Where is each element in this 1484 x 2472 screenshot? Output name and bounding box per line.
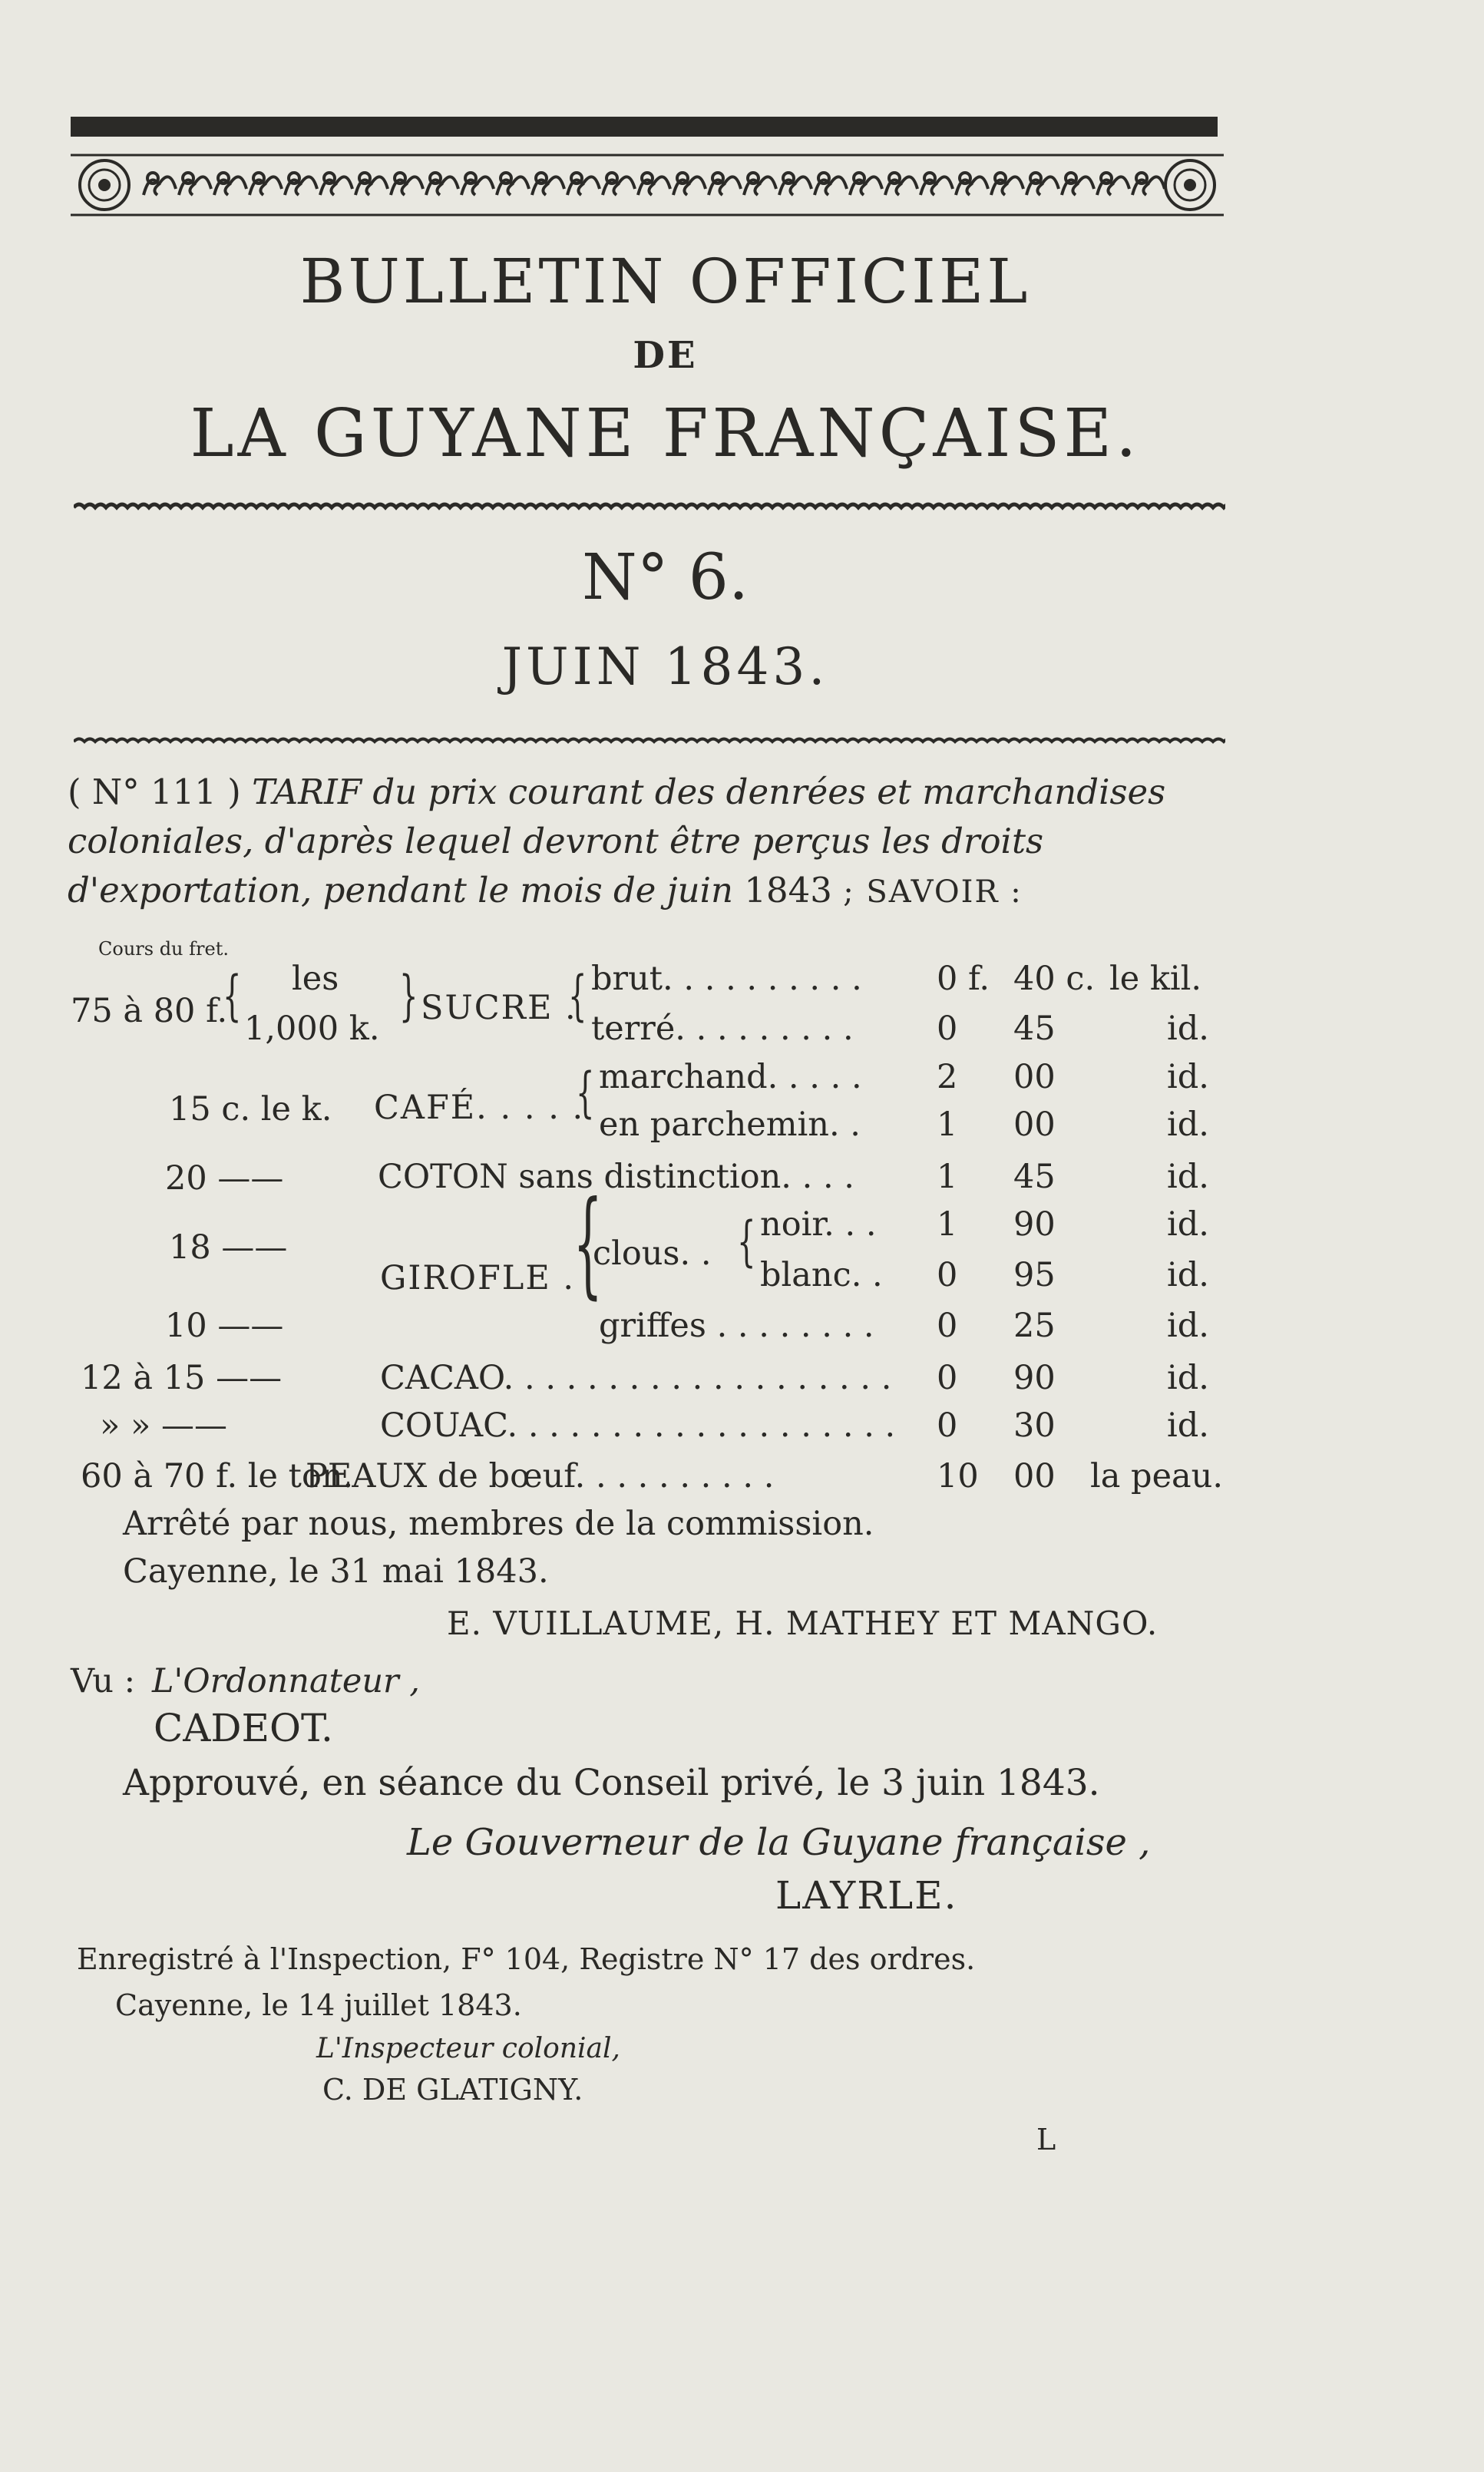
cacao-francs: 0 [937, 1359, 958, 1397]
cacao-freight: 12 à 15 —— [81, 1359, 283, 1397]
approuve-text: Approuvé, en séance du Conseil privé, le 3 juin 1843. [123, 1762, 1100, 1804]
couac-francs: 0 [937, 1406, 958, 1445]
cafe-unit: id. [1167, 1058, 1209, 1096]
coton-francs: 1 [937, 1158, 958, 1196]
girofle-unit: id. [1167, 1205, 1209, 1244]
savoir-label: ; SAVOIR : [843, 874, 1023, 910]
vu-label: Vu : [71, 1662, 136, 1700]
sucre-label: SUCRE . [421, 989, 577, 1027]
bulletin-title-de: DE [633, 334, 698, 377]
gouverneur-title: Le Gouverneur de la Guyane française , [407, 1821, 1151, 1864]
girofle-item-label: blanc. . [760, 1256, 883, 1294]
sucre-unit: id. [1167, 1010, 1209, 1048]
cafe-francs: 2 [937, 1058, 958, 1096]
arrete-text: Arrêté par nous, membres de la commission. [123, 1505, 874, 1543]
commission-signatories: E. VUILLAUME, H. MATHEY ET MANGO. [447, 1604, 1158, 1642]
girofle-francs: 0 [937, 1307, 958, 1345]
sucre-francs: 0 f. [937, 960, 990, 998]
sucre-item-label: terré. . . . . . . . . [591, 1010, 854, 1048]
girofle-centimes: 95 [1013, 1256, 1056, 1294]
cafe-label: CAFÉ. . . . . [374, 1089, 585, 1127]
cafe-freight: 15 c. le k. [169, 1090, 332, 1129]
couac-freight: » » —— [100, 1406, 227, 1445]
girofle-centimes: 25 [1013, 1307, 1056, 1345]
peaux-unit: la peau. [1090, 1457, 1224, 1495]
ordonnateur-title: L'Ordonnateur , [152, 1662, 420, 1700]
clous-label: clous. . [593, 1234, 712, 1273]
header-thick-rule [71, 117, 1218, 137]
sucre-centimes: 40 c. [1013, 960, 1096, 998]
brace-right-close: } [399, 964, 418, 1027]
wavy-rule-bottom [74, 733, 1225, 750]
arrete-place-date: Cayenne, le 31 mai 1843. [123, 1552, 549, 1591]
cafe-unit: id. [1167, 1105, 1209, 1144]
inspecteur-name: C. DE GLATIGNY. [322, 2073, 583, 2107]
sucre-freight-unit-2: 1,000 k. [244, 1010, 380, 1048]
couac-item-label: COUAC. . . . . . . . . . . . . . . . . . . [380, 1406, 896, 1445]
girofle-unit: id. [1167, 1307, 1209, 1345]
sucre-item-label: brut. . . . . . . . . . [591, 960, 862, 998]
girofle-item-label: griffes . . . . . . . . [599, 1307, 874, 1345]
cafe-item-label: en parchemin. . [599, 1105, 861, 1144]
girofle-francs: 1 [937, 1205, 958, 1244]
sucre-freight: 75 à 80 f. [71, 992, 228, 1030]
sucre-brace: { [568, 964, 587, 1027]
cafe-brace: { [576, 1061, 595, 1124]
girofle-brace: { [573, 1177, 603, 1310]
sucre-francs: 0 [937, 1010, 958, 1048]
couac-unit: id. [1167, 1406, 1209, 1445]
gouverneur-name: LAYRLE. [775, 1873, 958, 1918]
sucre-freight-unit-1: les [292, 960, 339, 998]
freight-column-label: Cours du fret. [98, 938, 229, 960]
cacao-item-label: CACAO. . . . . . . . . . . . . . . . . . . [380, 1359, 892, 1397]
coton-centimes: 45 [1013, 1158, 1056, 1196]
sucre-centimes: 45 [1013, 1010, 1056, 1048]
girofle-label: GIROFLE . [380, 1259, 576, 1297]
girofle-freight-10: 10 —— [165, 1307, 284, 1345]
act-number: ( N° 111 ) [68, 772, 241, 812]
coton-freight: 20 —— [165, 1159, 284, 1198]
cafe-centimes: 00 [1013, 1105, 1056, 1144]
girofle-centimes: 90 [1013, 1205, 1056, 1244]
sucre-unit: le kil. [1109, 960, 1202, 998]
wavy-rule-top [74, 499, 1225, 516]
signature-mark: L [1036, 2123, 1056, 2156]
issue-date: JUIN 1843. [501, 637, 829, 696]
ornamental-border [71, 150, 1224, 220]
issue-number: N° 6. [581, 541, 749, 614]
cacao-centimes: 90 [1013, 1359, 1056, 1397]
peaux-francs: 10 [937, 1457, 979, 1495]
coton-label: COTON sans distinction. . . . [378, 1158, 854, 1196]
cafe-item-label: marchand. . . . . [599, 1058, 862, 1096]
enregistre-text: Enregistré à l'Inspection, F° 104, Registre N° 17 des ordres. [77, 1942, 976, 1976]
brace-left-open: { [223, 964, 242, 1027]
clous-brace: { [737, 1210, 756, 1273]
ordonnateur-name: CADEOT. [154, 1706, 333, 1750]
bulletin-title: BULLETIN OFFICIEL [299, 246, 1031, 317]
cafe-centimes: 00 [1013, 1058, 1056, 1096]
peaux-freight: 60 à 70 f. le ton. [81, 1457, 354, 1495]
bulletin-title-guyane: LA GUYANE FRANÇAISE. [190, 395, 1141, 472]
couac-centimes: 30 [1013, 1406, 1056, 1445]
peaux-item-label: PEAUX de bœuf. . . . . . . . . . [306, 1457, 775, 1495]
girofle-unit: id. [1167, 1256, 1209, 1294]
girofle-francs: 0 [937, 1256, 958, 1294]
tarif-description: TARIF du prix courant des denrées et marchandises coloniales, d'après lequel devront être perçus les droits d'exportation, pendant le mois de juin [68, 772, 1166, 910]
peaux-centimes: 00 [1013, 1457, 1056, 1495]
tarif-intro [68, 768, 1234, 917]
girofle-freight-18: 18 —— [169, 1228, 288, 1267]
tarif-year: 1843 [744, 870, 832, 910]
coton-unit: id. [1167, 1158, 1209, 1196]
girofle-item-label: noir. . . [760, 1205, 877, 1244]
inspecteur-title: L'Inspecteur colonial, [316, 2033, 620, 2064]
enregistre-date: Cayenne, le 14 juillet 1843. [115, 1988, 522, 2022]
cafe-francs: 1 [937, 1105, 958, 1144]
cacao-unit: id. [1167, 1359, 1209, 1397]
